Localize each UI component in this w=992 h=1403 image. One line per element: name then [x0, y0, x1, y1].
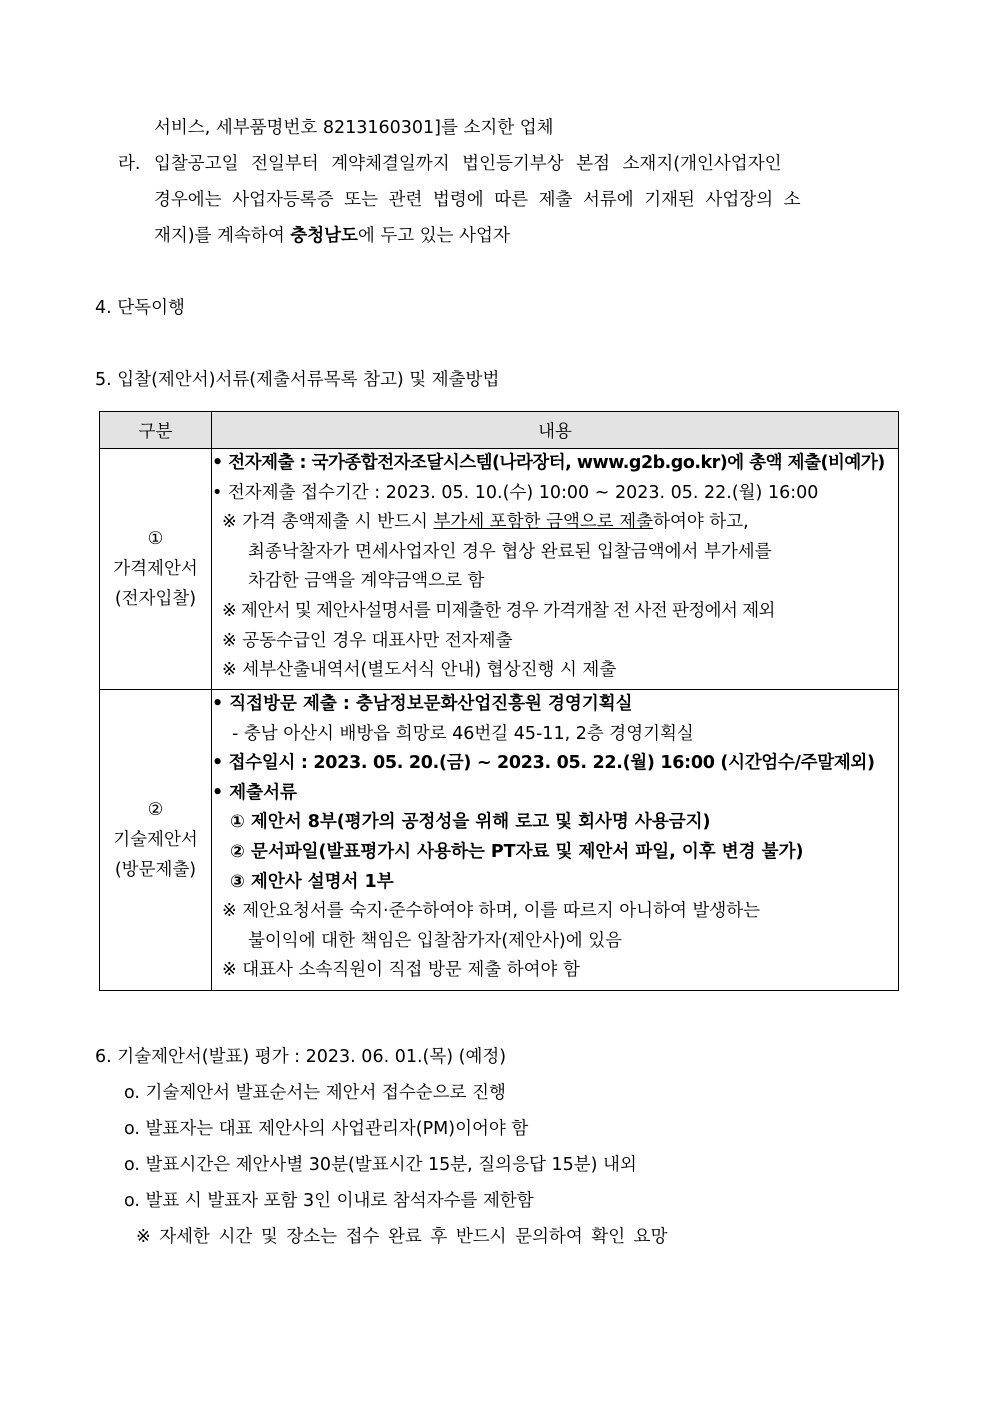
category-price-proposal — [100, 449, 212, 690]
submission-table — [99, 411, 899, 991]
section-6-item-1: o. 기술제안서 발표순서는 제안서 접수순으로 진행 — [124, 1083, 506, 1103]
table-row-price — [100, 449, 899, 690]
visit-address: - 충남 아산시 배방읍 희망로 46번길 45-11, 2층 경영기획실 — [232, 723, 694, 744]
price-note-3: ※ 공동수급인 경우 대표사만 전자제출 — [222, 630, 513, 651]
category-number: ② — [147, 800, 164, 820]
document-2: ② 문서파일(발표평가시 사용하는 PT자료 및 제안서 파일, 이후 변경 불가) — [230, 841, 804, 862]
header-category: 구분 — [100, 412, 212, 449]
section-6-item-2: o. 발표자는 대표 제안사의 사업관리자(PM)이어야 함 — [124, 1119, 529, 1139]
table-header-row — [100, 412, 899, 449]
price-note-1-line2: 최종낙찰자가 면세사업자인 경우 협상 완료된 입찰금액에서 부가세를 — [248, 541, 772, 562]
visit-period: • 접수일시 : 2023. 05. 20.(금) ~ 2023. 05. 22.(월) 16:00 (시간엄수/주말제외) — [212, 753, 875, 774]
electronic-period: • 전자제출 접수기간 : 2023. 05. 10.(수) 10:00 ~ 2023. 05. 22.(월) 16:00 — [212, 482, 819, 503]
category-subtitle: (방문제출) — [114, 860, 197, 880]
section-4-title: 4. 단독이행 — [95, 298, 185, 318]
section-5-title: 5. 입찰(제안서)서류(제출서류목록 참고) 및 제출방법 — [95, 370, 500, 390]
table-row-technical — [100, 690, 899, 991]
item-ra-line3-pre: 재지)를 계속하여 — [154, 226, 291, 246]
price-note-1: ※ 가격 총액제출 시 반드시 부가세 포함한 금액으로 제출하여야 하고, — [222, 512, 749, 533]
header-content: 내용 — [212, 412, 899, 449]
item-ra-label: 라. — [118, 154, 141, 174]
content-price-proposal — [212, 449, 899, 690]
document-3: ③ 제안사 설명서 1부 — [230, 871, 394, 892]
visit-submission: • 직접방문 제출 : 충남정보문화산업진흥원 경영기획실 — [212, 694, 633, 714]
section-6-item-3: o. 발표시간은 제안사별 30분(발표시간 15분, 질의응답 15분) 내외 — [124, 1155, 637, 1175]
price-note-1-line3: 차감한 금액을 계약금액으로 함 — [248, 571, 485, 592]
category-title: 가격제안서 — [113, 559, 198, 579]
item-ra-line2: 경우에는 사업자등록증 또는 관련 법령에 따른 제출 서류에 기재된 사업장의 소 — [154, 190, 801, 210]
content-technical-proposal — [212, 690, 899, 991]
technical-note-2: ※ 대표사 소속직원이 직접 방문 제출 하여야 함 — [222, 960, 580, 981]
category-technical-proposal — [100, 690, 212, 991]
category-number: ① — [147, 529, 164, 549]
section-6-item-4: o. 발표 시 발표자 포함 3인 이내로 참석자수를 제한함 — [124, 1191, 534, 1211]
item-ra-line3-post: 에 두고 있는 사업자 — [357, 226, 510, 246]
technical-note-1: ※ 제안요청서를 숙지·준수하여야 하며, 이를 따르지 아니하여 발생하는 — [222, 901, 761, 922]
item-ra-line3 — [154, 224, 510, 248]
document-1: ① 제안서 8부(평가의 공정성을 위해 로고 및 회사명 사용금지) — [230, 812, 711, 833]
category-title: 기술제안서 — [113, 830, 198, 850]
price-note-4: ※ 세부산출내역서(별도서식 안내) 협상진행 시 제출 — [222, 660, 617, 681]
item-ra-line1: 입찰공고일 전일부터 계약체결일까지 법인등기부상 본점 소재지(개인사업자인 — [154, 154, 782, 174]
electronic-submission: • 전자제출 : 국가종합전자조달시스템(나라장터, www.g2b.go.kr)에 총액 제출(비예가) — [212, 453, 885, 473]
qualification-line-continuation: 서비스, 세부품명번호 8213160301]를 소지한 업체 — [154, 118, 554, 138]
region-name: 충청남도 — [290, 226, 358, 246]
category-subtitle: (전자입찰) — [114, 589, 197, 609]
section-6-title: 6. 기술제안서(발표) 평가 : 2023. 06. 01.(목) (예정) — [95, 1047, 507, 1067]
price-note-2: ※ 제안서 및 제안사설명서를 미제출한 경우 가격개찰 전 사전 판정에서 제외 — [222, 600, 775, 621]
section-6-note: ※ 자세한 시간 및 장소는 접수 완료 후 반드시 문의하여 확인 요망 — [136, 1227, 668, 1247]
documents-title: • 제출서류 — [212, 782, 297, 803]
technical-note-1-line2: 불이익에 대한 책임은 입찰참가자(제안사)에 있음 — [248, 930, 623, 951]
